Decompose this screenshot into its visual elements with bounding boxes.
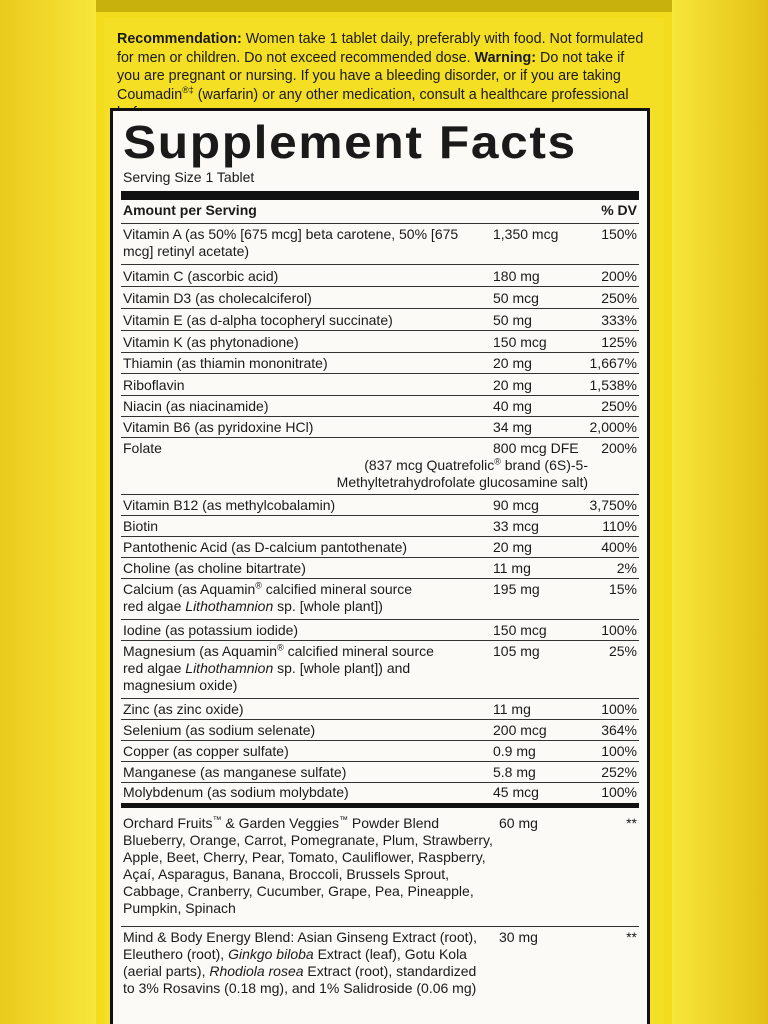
dv-header: % DV: [601, 202, 637, 218]
divider-thick: [121, 191, 639, 200]
divider: [121, 223, 639, 224]
column-header: [123, 202, 637, 218]
supplement-facts-panel: Supplement Facts Serving Size 1 Tablet Amount per Serving % DV Vitamin A (as 50% [675 mcg] beta carotene, 50% [675 mcg] retinyl acetate) 1,350 mcg 150% Vitamin C (ascorbic acid) 180 mg 200% Vitamin D3 (as cholecalciferol) 50 mcg 250% Vitamin E (as d-alpha tocopheryl succinate) 50 mg 333% Vitamin K (as phytonadione) 150 mcg 125% Thiamin (as thiamin mononitrate) 20 mg 1,667% Riboflavin 20 mg 1,538% Niacin (as niacinamide) 40 mg 250% Vitamin B6 (as pyridoxine HCl) 34 mg 2,000% Folate 800 mcg DFE 200% (837 mcg Quatrefolic® brand (6S)-5- Methyltetrahydrofolate glucosamine salt) Vitamin B12 (as methylcobalamin) 90 mcg 3,750% Biotin 33 mcg 110% Pantothenic Acid (as D-calcium pantothenate) 20 mg 400% Choline (as choline bitartrate) 11 mg 2% Calcium (as Aquamin® calcified mineral source red algae Lithothamnion sp. [whole plant]) 195 mg 15% Iodine (as potassium iodide) 150 mcg 100% Magnesium (as Aquamin® calcified mineral source red algae Lithothamnion sp. [whole plant]) and magnesium oxide) 105 mg 25% Zinc (as zinc oxide) 11 mg 100% Selenium (as sodium selenate) 200 mcg 364% Copper (as copper sulfate) 0.9 mg 100% Manganese (as manganese sulfate) 5.8 mg 252% Molybdenum (as sodium molybdate) 45 mcg 100% Orchard Fruits™ & Garden Veggies™ Powder Blend Blueberry, Orange, Carrot, Pomegranate, Plum, Strawberry, Apple, Beet, Cherry, Pear, Tomato, Cauliflower, Raspberry, Açaí, Asparagus, Banana, Broccoli, Brussels Sprout, Cabbage, Cranberry, Cucumber, Grape, Pea, Pineapple, Pumpkin, Spinach 60 mg ** Mind & Body Energy Blend: Asian Ginseng Extract (root), Eleuthero (root), Ginkgo biloba Extract (leaf), Gotu Kola (aerial parts), Rhodiola rosea Extract (root), standardized to 3% Rosavins (0.18 mg), and 1% Salidroside (0.06 mg) 30 mg **: [110, 108, 650, 1024]
blend-row-orchard-fruits: Orchard Fruits™ & Garden Veggies™ Powder Blend Blueberry, Orange, Carrot, Pomegranate, Plum, Strawberry, Apple, Beet, Cherry, Pear, Tomato, Cauliflower, Raspberry, Açaí, Asparagus, Banana, Broccoli, Brussels Sprout, Cabbage, Cranberry, Cucumber, Grape, Pea, Pineapple, Pumpkin, Spinach 60 mg **: [123, 814, 637, 916]
divider-thick: [121, 803, 639, 808]
facts-title: Supplement Facts: [123, 116, 577, 168]
package-right-side: [672, 0, 768, 1024]
nutrient-row-magnesium: Magnesium (as Aquamin® calcified mineral source red algae Lithothamnion sp. [whole plant]) and magnesium oxide) 105 mg 25%: [123, 642, 637, 693]
amount-header: Amount per Serving: [123, 202, 257, 218]
folate-note: (837 mcg Quatrefolic® brand (6S)-5- Methyltetrahydrofolate glucosamine salt): [336, 456, 588, 490]
nutrient-row: Vitamin A (as 50% [675 mcg] beta carotene, 50% [675 mcg] retinyl acetate) 1,350 mcg 150%: [123, 226, 637, 259]
warning-label: Warning:: [474, 49, 537, 66]
package-top-edge: [0, 0, 768, 12]
blend-row-mind-body: Mind & Body Energy Blend: Asian Ginseng Extract (root), Eleuthero (root), Ginkgo biloba Extract (leaf), Gotu Kola (aerial parts), Rhodiola rosea Extract (root), standardized to 3% Rosavins (0.18 mg), and 1% Salidroside (0.06 mg) 30 mg **: [123, 929, 637, 996]
blend-ingredients: Blueberry, Orange, Carrot, Pomegranate, Plum, Strawberry, Apple, Beet, Cherry, Pear, Tomato, Cauliflower, Raspberry, Açaí, Asparagus, Banana, Broccoli, Brussels Sprout, Cabbage, Cranberry, Cucumber, Grape, Pea, Pineapple, Pumpkin, Spinach: [123, 832, 493, 916]
package-left-side: [0, 0, 96, 1024]
nutrient-row-calcium: Calcium (as Aquamin® calcified mineral source red algae Lithothamnion sp. [whole plant]) 195 mg 15%: [123, 580, 637, 614]
recommendation-label: Recommendation:: [117, 31, 242, 47]
serving-size: Serving Size 1 Tablet: [123, 169, 255, 185]
nutrient-row-folate: Folate 800 mcg DFE 200% (837 mcg Quatrefolic® brand (6S)-5- Methyltetrahydrofolate glucosamine salt): [123, 440, 637, 490]
recommendation-text: Recommendation: Women take 1 tablet daily, preferably with food. Not formulated for men or children. Do not exceed recommended dose. Warning: Do not take if you are pregnant or nursing. If you have a bleeding disorder, or if you are taking Coumadin®‡ (warfarin) or any other medication, consult a healthcare professional: [117, 31, 644, 103]
